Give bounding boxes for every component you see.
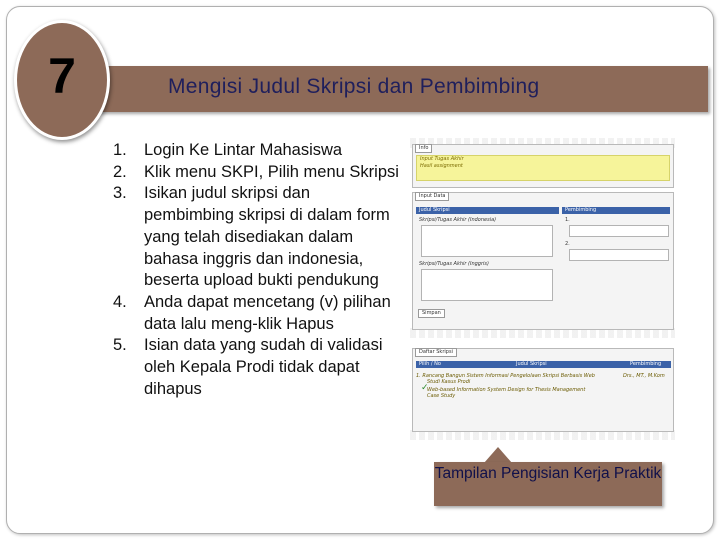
step-marker: 3. [113,184,127,203]
pembimbing-2-select[interactable] [569,249,669,261]
col-pembimbing-header: Pembimbing [562,207,670,214]
judul-id-textarea[interactable] [421,225,553,257]
steps-list [113,140,401,400]
list-row-text: Case Study [427,393,456,399]
step-item [113,335,401,400]
step-marker: 5. [113,336,127,355]
judul-id-label: Skripsi/Tugas Akhir (Indonesia) [419,217,497,223]
step-text: Isikan judul skripsi dan pembimbing skripsi di dalam form yang telah disediakan dalam bahasa inggris dan indonesia, beserta upload bukti pendukung [144,184,390,290]
info-line: Input Tugas Akhir [420,156,464,162]
step-item [113,162,401,184]
judul-en-label: Skripsi/Tugas Akhir (Inggris) [419,261,489,267]
callout-pointer [484,447,512,463]
slide-number: 7 [48,48,76,104]
step-text: Anda dapat mencetang (v) pilihan data lalu meng-klik Hapus [144,292,391,333]
form-screenshot [410,138,675,438]
step-text: Login Ke Lintar Mahasiswa [144,141,343,159]
pembimbing-1-label: 1. [565,217,570,223]
list-row-text: Web-based Information System Design for Thesis Management [427,387,586,393]
col-judul-header: Judul Skripsi [416,207,559,214]
list-pembimbing-value: Drs., MT., M.Kom [623,373,665,379]
callout-text: Tampilan Pengisian Kerja Praktik [434,465,662,482]
step-marker: 2. [113,162,127,181]
input-tab: Input Data [415,192,449,201]
step-item [113,292,401,335]
step-text: Isian data yang sudah di validasi oleh Kepala Prodi tidak dapat dihapus [144,336,383,398]
slide-title: Mengisi Judul Skripsi dan Pembimbing [168,75,540,98]
pembimbing-1-select[interactable] [569,225,669,237]
check-icon[interactable]: ✓ [421,383,429,393]
step-marker: 4. [113,292,127,311]
step-item [113,183,401,292]
list-tab: Daftar Skripsi [415,348,457,357]
step-marker: 1. [113,141,127,159]
info-panel [412,144,674,188]
info-body [416,155,670,181]
list-row-text: Studi Kasus Prodi [427,379,471,385]
list-panel [412,348,674,432]
list-col-judul: Judul Skripsi [516,361,547,367]
info-line: Hasil assignment [420,163,463,169]
simpan-button[interactable]: Simpan [418,309,445,318]
judul-en-textarea[interactable] [421,269,553,301]
list-col-pembimbing: Pembimbing [630,361,662,367]
pembimbing-2-label: 2. [565,241,570,247]
list-col-pilih: Pilih / No [419,361,441,367]
step-item [113,140,401,162]
input-panel [412,192,674,330]
list-row-text: 1. Rancang Bangun Sistem Informasi Pengelolaan Skripsi Berbasis Web [416,373,595,379]
step-text: Klik menu SKPI, Pilih menu Skripsi [144,162,399,181]
list-header [416,361,671,368]
info-tab: Info [415,144,432,153]
